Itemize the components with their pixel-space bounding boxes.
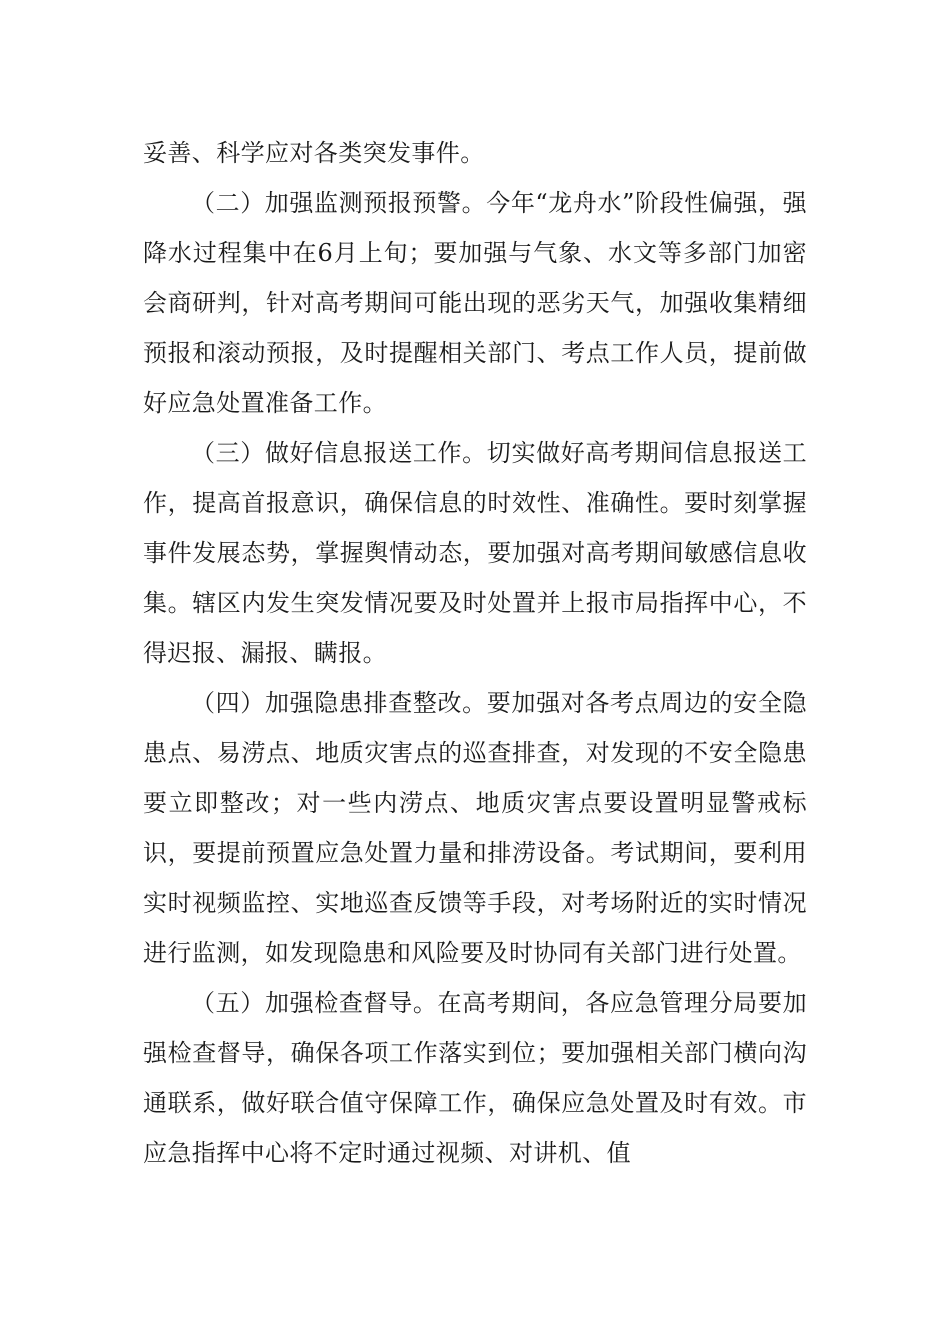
paragraph-monitoring-forecast: （二）加强监测预报预警。今年“龙舟水”阶段性偏强，强降水过程集中在6月上旬；要加强与气象、水文等多部门加密会商研判，针对高考期间可能出现的恶劣天气，加强收集精细预报和滚动预报，及时提醒相关部门、考点工作人员，提前做好应急处置准备工作。 [143, 189, 807, 417]
paragraph-supervision: （五）加强检查督导。在高考期间，各应急管理分局要加强检查督导，确保各项工作落实到位；要加强相关部门横向沟通联系，做好联合值守保障工作，确保应急处置及时有效。市应急指挥中心将不定时通过视频、对讲机、值 [143, 989, 807, 1167]
paragraph-continuation: 妥善、科学应对各类突发事件。 [143, 139, 485, 167]
document-body [143, 128, 807, 1178]
paragraph-hazard-inspection: （四）加强隐患排查整改。要加强对各考点周边的安全隐患点、易涝点、地质灾害点的巡查排查，对发现的不安全隐患要立即整改；对一些内涝点、地质灾害点要设置明显警戒标识，要提前预置应急处置力量和排涝设备。考试期间，要利用实时视频监控、实地巡查反馈等手段，对考场附近的实时情况进行监测，如发现隐患和风险要及时协同有关部门进行处置。 [143, 689, 807, 967]
paragraph-information-reporting: （三）做好信息报送工作。切实做好高考期间信息报送工作，提高首报意识，确保信息的时效性、准确性。要时刻掌握事件发展态势，掌握舆情动态，要加强对高考期间敏感信息收集。辖区内发生突发情况要及时处置并上报市局指挥中心，不得迟报、漏报、瞒报。 [143, 439, 807, 667]
